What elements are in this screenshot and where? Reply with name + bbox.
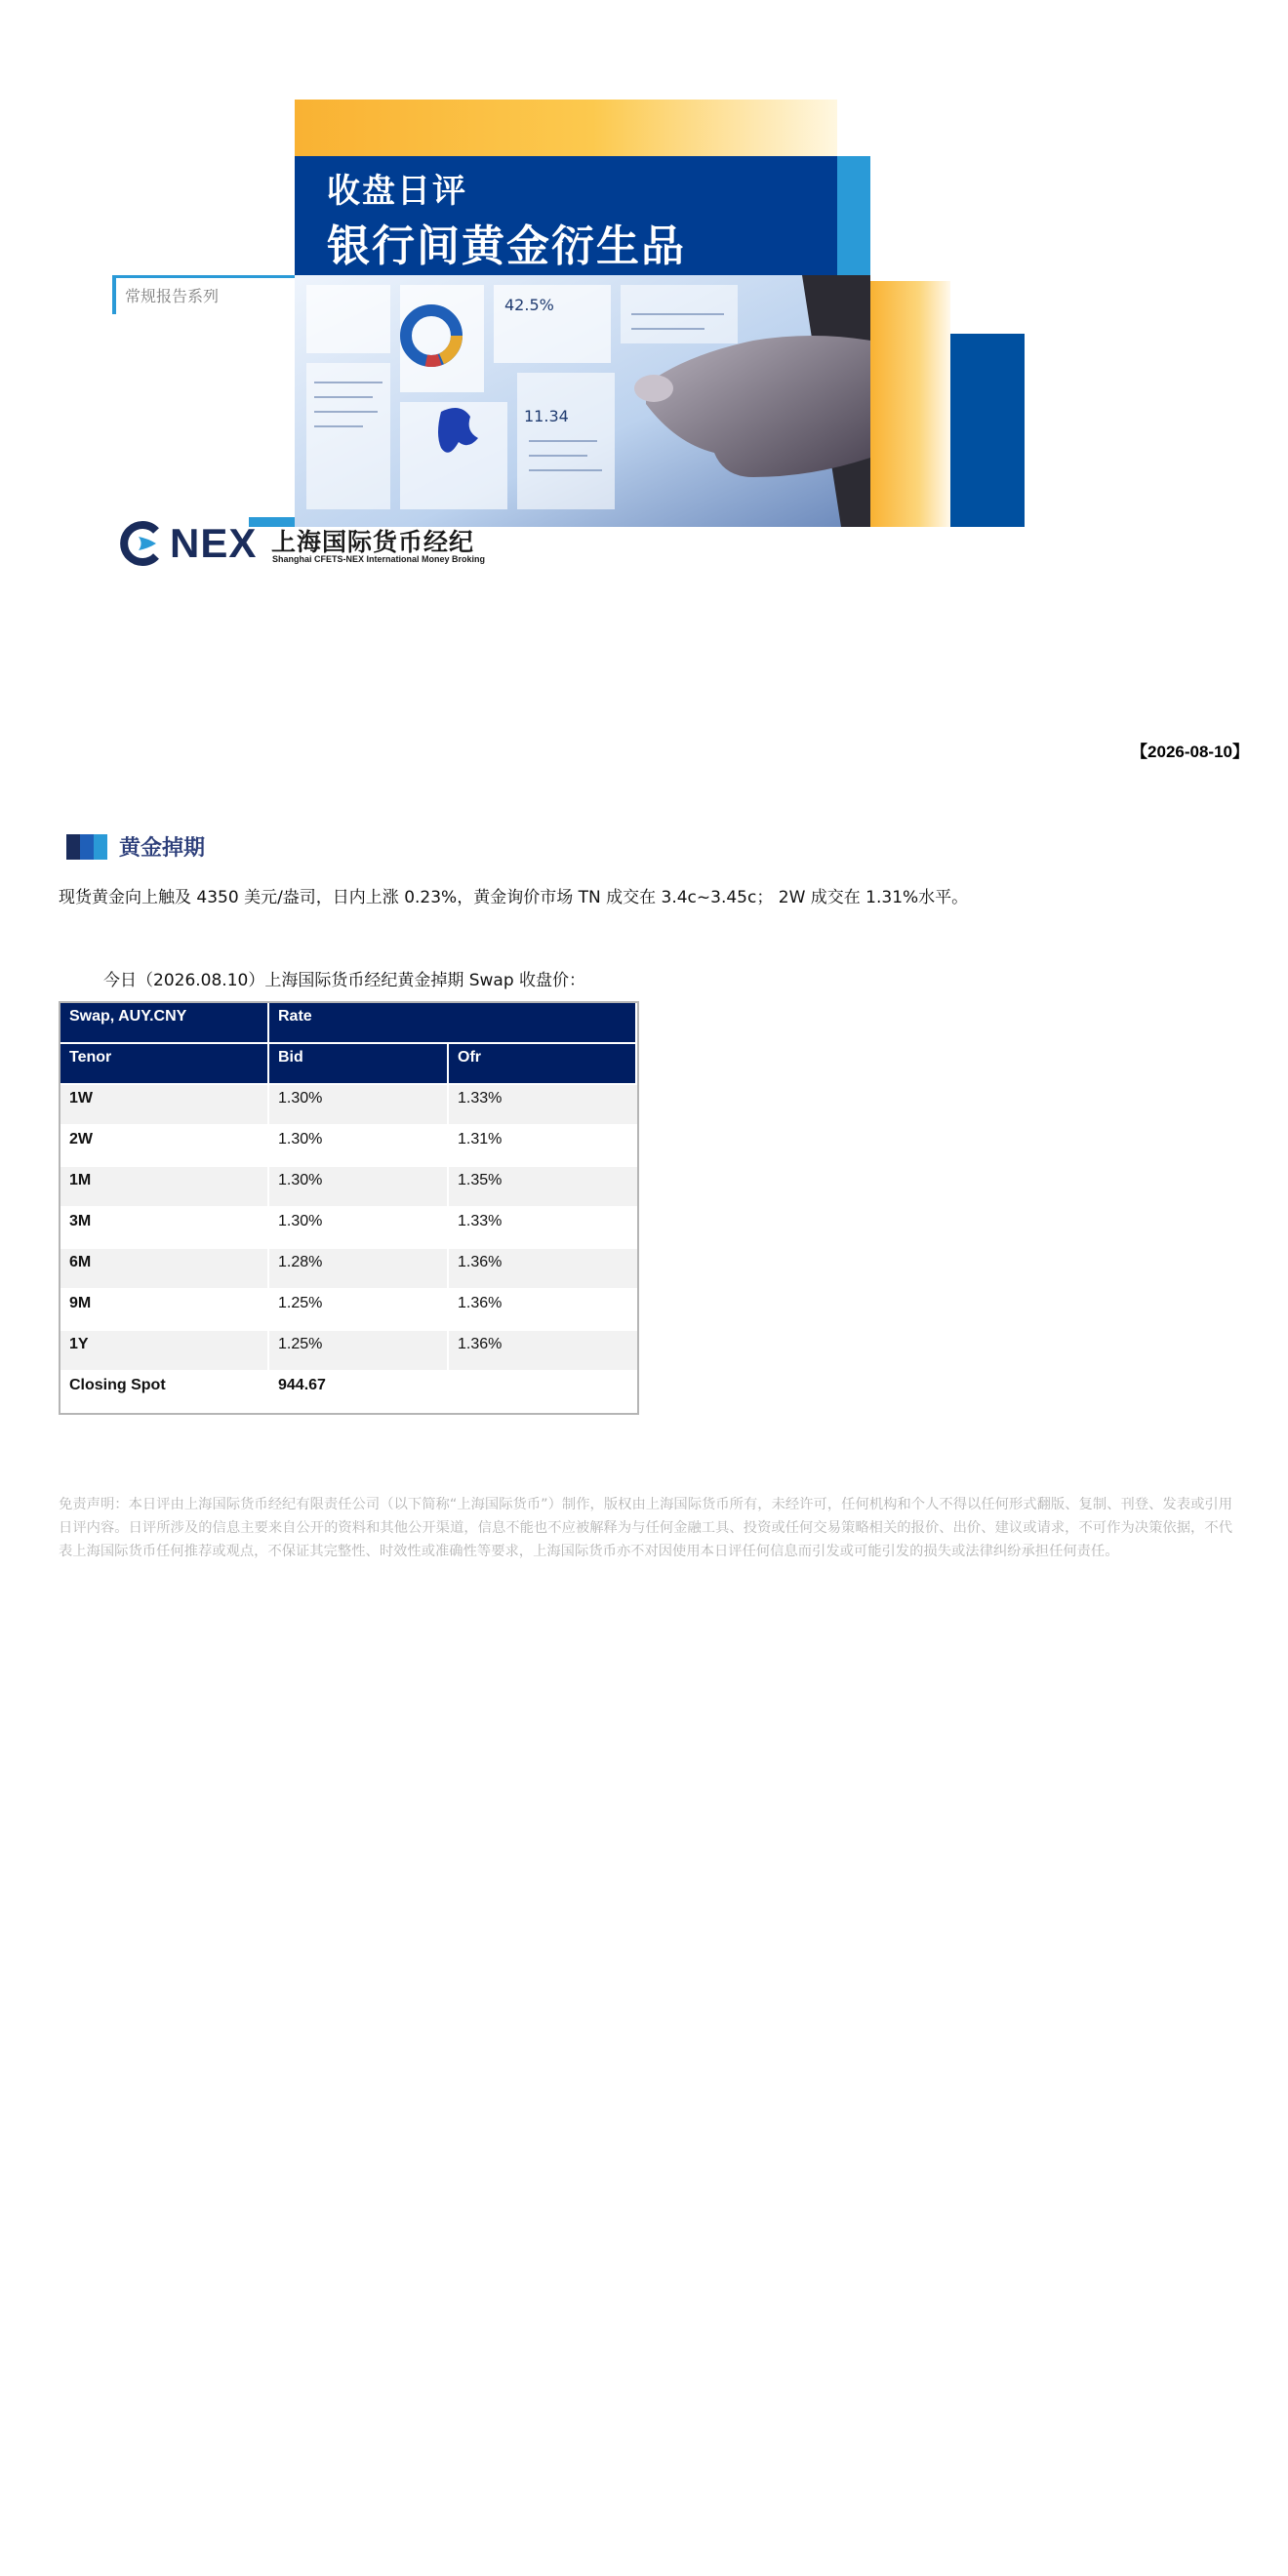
cell-tenor: 1W bbox=[60, 1085, 269, 1126]
cell-tenor: 3M bbox=[60, 1208, 269, 1249]
cover-tablet-photo bbox=[295, 275, 870, 527]
logo-brand: NEX bbox=[170, 520, 258, 566]
nex-logo-mark-icon bbox=[119, 521, 164, 566]
cover-blue-side-bar bbox=[950, 334, 1025, 527]
section-title: 黄金掉期 bbox=[119, 836, 206, 861]
logo-name-cn: 上海国际货币经纪 bbox=[271, 528, 475, 556]
cell-tenor: 9M bbox=[60, 1290, 269, 1331]
swap-rate-table bbox=[59, 1001, 639, 1415]
closing-spot-empty bbox=[449, 1372, 637, 1413]
cover-light-blue-bar bbox=[837, 156, 870, 275]
tablet-dashboard-illustration bbox=[295, 275, 870, 527]
section-bars-icon bbox=[66, 832, 109, 862]
header-rate: Rate bbox=[269, 1003, 637, 1044]
market-summary: 现货黄金向上触及 4350 美元/盎司，日内上涨 0.23%，黄金询价市场 TN 成交在 3.4c~3.45c； 2W 成交在 1.31%水平。 bbox=[59, 888, 969, 907]
cell-bid: 1.25% bbox=[269, 1290, 449, 1331]
closing-spot-label: Closing Spot bbox=[60, 1372, 269, 1413]
cover-yellow-bar bbox=[295, 100, 837, 156]
cell-bid: 1.30% bbox=[269, 1085, 449, 1126]
table-row bbox=[60, 1085, 637, 1126]
table-row bbox=[60, 1249, 637, 1290]
series-divider bbox=[112, 275, 295, 278]
cell-ofr: 1.36% bbox=[449, 1290, 637, 1331]
closing-spot-value: 944.67 bbox=[269, 1372, 449, 1413]
svg-text:42.5%: 42.5% bbox=[504, 296, 554, 314]
cell-bid: 1.25% bbox=[269, 1331, 449, 1372]
logo-name-en: Shanghai CFETS-NEX International Money Broking bbox=[272, 554, 486, 564]
cell-bid: 1.28% bbox=[269, 1249, 449, 1290]
cell-ofr: 1.33% bbox=[449, 1208, 637, 1249]
report-date: 【2026-08-10】 bbox=[1131, 743, 1249, 761]
table-row bbox=[60, 1290, 637, 1331]
cover-title-line2: 银行间黄金衍生品 bbox=[327, 221, 686, 271]
cover-yellow-side-bar bbox=[870, 281, 950, 527]
cover-banner bbox=[0, 0, 1288, 585]
cell-bid: 1.30% bbox=[269, 1167, 449, 1208]
table-row bbox=[60, 1331, 637, 1372]
header-ofr: Ofr bbox=[449, 1044, 637, 1085]
cell-ofr: 1.31% bbox=[449, 1126, 637, 1167]
cell-tenor: 2W bbox=[60, 1126, 269, 1167]
series-label: 常规报告系列 bbox=[125, 287, 220, 305]
table-row bbox=[60, 1167, 637, 1208]
header-tenor: Tenor bbox=[60, 1044, 269, 1085]
series-tick bbox=[112, 275, 116, 314]
svg-text:11.34: 11.34 bbox=[524, 407, 569, 425]
table-subheader-row bbox=[60, 1044, 637, 1085]
disclaimer: 免责声明：本日评由上海国际货币经纪有限责任公司（以下简称“上海国际货币”）制作，版权由上海国际货币所有，未经许可，任何机构和个人不得以任何形式翻版、复制、刊登、发表或引用日评内容。日评所涉及的信息主要来自公开的资料和其他公开渠道，信息不能也不应被解释为与任何金融工具、投资或任何交易策略相关的报价、出价、建议或请求，不可作为决策依据，不代表上海国际货币任何推荐或观点，不保证其完整性、时效性或准确性等要求，上海国际货币亦不对因使用本日评任何信息而引发或可能引发的损失或法律纠纷承担任何责任。 bbox=[59, 1497, 1232, 1559]
table-row bbox=[60, 1126, 637, 1167]
header-instrument: Swap, AUY.CNY bbox=[60, 1003, 269, 1044]
table-intro: 今日（2026.08.10）上海国际货币经纪黄金掉期 Swap 收盘价： bbox=[103, 971, 586, 990]
table-row bbox=[60, 1208, 637, 1249]
cell-tenor: 1Y bbox=[60, 1331, 269, 1372]
cell-tenor: 6M bbox=[60, 1249, 269, 1290]
cell-bid: 1.30% bbox=[269, 1208, 449, 1249]
cell-bid: 1.30% bbox=[269, 1126, 449, 1167]
cell-ofr: 1.36% bbox=[449, 1331, 637, 1372]
cell-ofr: 1.36% bbox=[449, 1249, 637, 1290]
table-header-row bbox=[60, 1003, 637, 1044]
header-bid: Bid bbox=[269, 1044, 449, 1085]
closing-spot-row bbox=[60, 1372, 637, 1413]
cell-tenor: 1M bbox=[60, 1167, 269, 1208]
cell-ofr: 1.35% bbox=[449, 1167, 637, 1208]
cell-ofr: 1.33% bbox=[449, 1085, 637, 1126]
cover-title-line1: 收盘日评 bbox=[327, 172, 467, 211]
nex-logo bbox=[119, 519, 490, 574]
